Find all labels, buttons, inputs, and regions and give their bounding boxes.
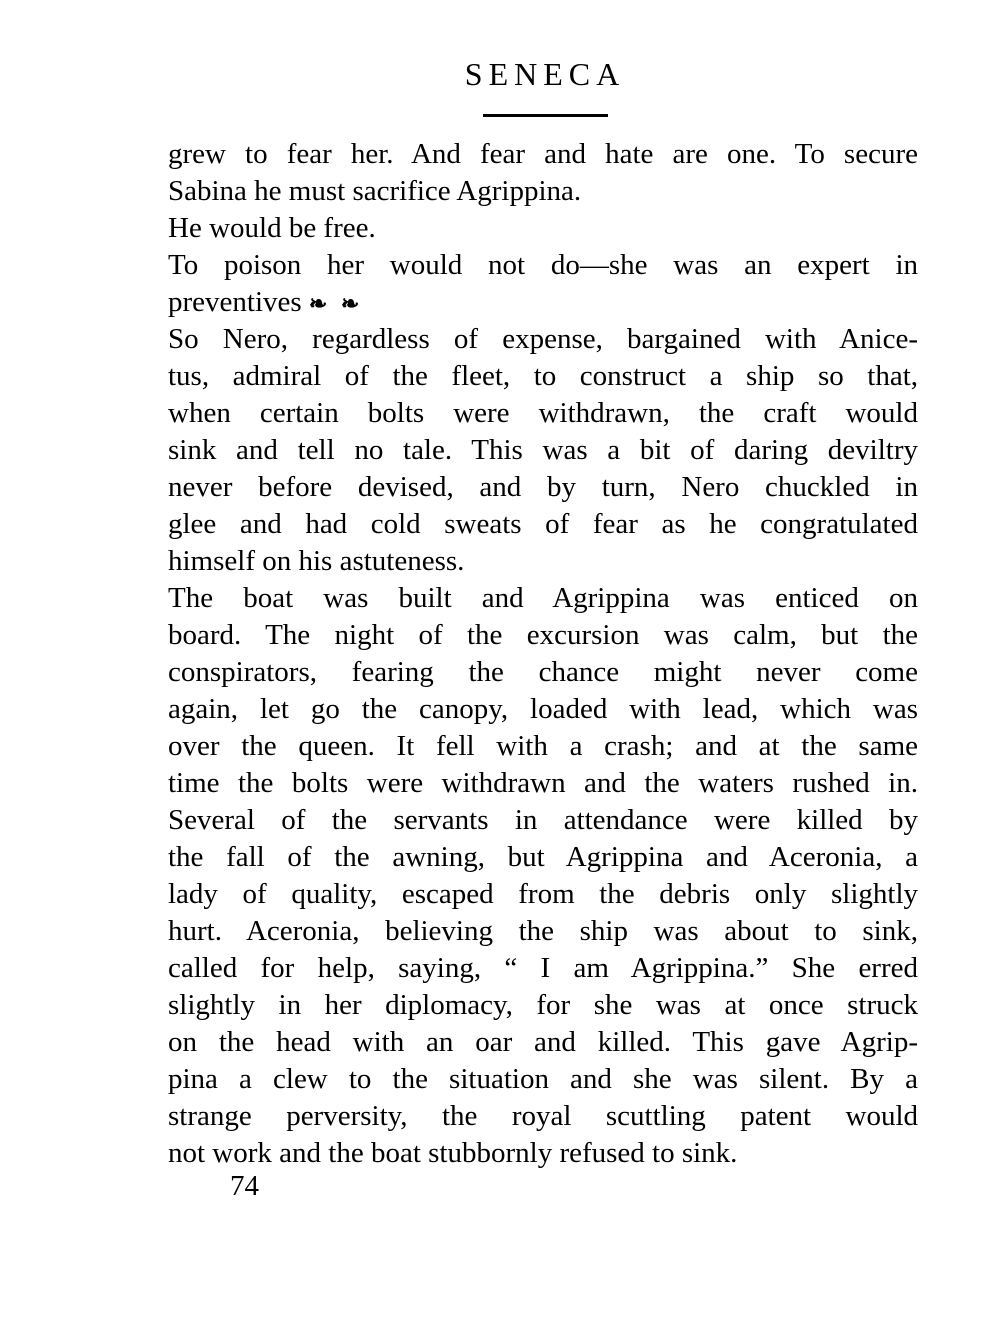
text-line — [168, 432, 918, 469]
text-line — [168, 247, 918, 284]
line-text: pina a clew to the situation and she was silent. By a — [168, 1063, 918, 1095]
line-text: The boat was built and Agrippina was enticed on — [168, 582, 918, 614]
text-line — [168, 913, 918, 950]
text-line — [168, 617, 918, 654]
text-line — [168, 728, 918, 765]
text-line — [168, 136, 918, 173]
text-line — [168, 1135, 918, 1172]
line-text: tus, admiral of the fleet, to construct a ship so that, — [168, 360, 918, 392]
line-text: So Nero, regardless of expense, bargained with Anice- — [168, 323, 918, 355]
text-line — [168, 691, 918, 728]
text-line — [168, 321, 918, 358]
text-line — [168, 876, 918, 913]
text-line — [168, 1098, 918, 1135]
line-text: never before devised, and by turn, Nero chuckled in — [168, 471, 918, 503]
line-text: Sabina he must sacrifice Agrippina. — [168, 175, 582, 207]
line-text: board. The night of the excursion was calm, but the — [168, 619, 918, 651]
line-text: conspirators, fearing the chance might never come — [168, 656, 918, 688]
header-rule — [483, 114, 608, 117]
line-text: hurt. Aceronia, believing the ship was about to sink, — [168, 915, 918, 947]
line-text: the fall of the awning, but Agrippina and Aceronia, a — [168, 841, 918, 873]
text-line — [168, 210, 918, 247]
text-line — [168, 1061, 918, 1098]
line-text: sink and tell no tale. This was a bit of daring deviltry — [168, 434, 918, 466]
text-line — [168, 543, 918, 580]
text-line — [168, 358, 918, 395]
line-text: glee and had cold sweats of fear as he congratulated — [168, 508, 918, 540]
text-line — [168, 284, 918, 321]
line-text: grew to fear her. And fear and hate are one. To secure — [168, 138, 918, 170]
line-text: Several of the servants in attendance were killed by — [168, 804, 918, 836]
line-text: over the queen. It fell with a crash; and at the same — [168, 730, 918, 762]
line-text: himself on his astuteness. — [168, 545, 465, 577]
text-line — [168, 987, 918, 1024]
line-text: He would be free. — [168, 212, 376, 244]
line-text: called for help, saying, “ I am Agrippina.” She erred — [168, 952, 918, 984]
text-line — [168, 654, 918, 691]
line-text: lady of quality, escaped from the debris only slightly — [168, 878, 918, 910]
text-line — [168, 580, 918, 617]
line-text: strange perversity, the royal scuttling patent would — [168, 1100, 918, 1132]
text-line — [168, 765, 918, 802]
text-line — [168, 395, 918, 432]
body-text — [168, 136, 918, 1172]
line-text: not work and the boat stubbornly refused to sink. — [168, 1137, 738, 1169]
line-text: slightly in her diplomacy, for she was at once struck — [168, 989, 918, 1021]
text-line — [168, 950, 918, 987]
line-text: time the bolts were withdrawn and the waters rushed in. — [168, 767, 918, 799]
text-line — [168, 469, 918, 506]
text-line — [168, 1024, 918, 1061]
line-text: on the head with an oar and killed. This gave Agrip- — [168, 1026, 918, 1058]
text-line — [168, 802, 918, 839]
text-line — [168, 173, 918, 210]
text-line — [168, 506, 918, 543]
line-text: again, let go the canopy, loaded with lead, which was — [168, 693, 918, 725]
ornament-icon: ❧ ❧ — [308, 291, 364, 316]
line-text: preventives — [168, 286, 302, 318]
line-text: when certain bolts were withdrawn, the craft would — [168, 397, 918, 429]
line-text: To poison her would not do—she was an expert in — [168, 249, 918, 281]
running-head: SENECA — [464, 56, 626, 92]
text-line — [168, 839, 918, 876]
page-number: 74 — [230, 1170, 259, 1202]
